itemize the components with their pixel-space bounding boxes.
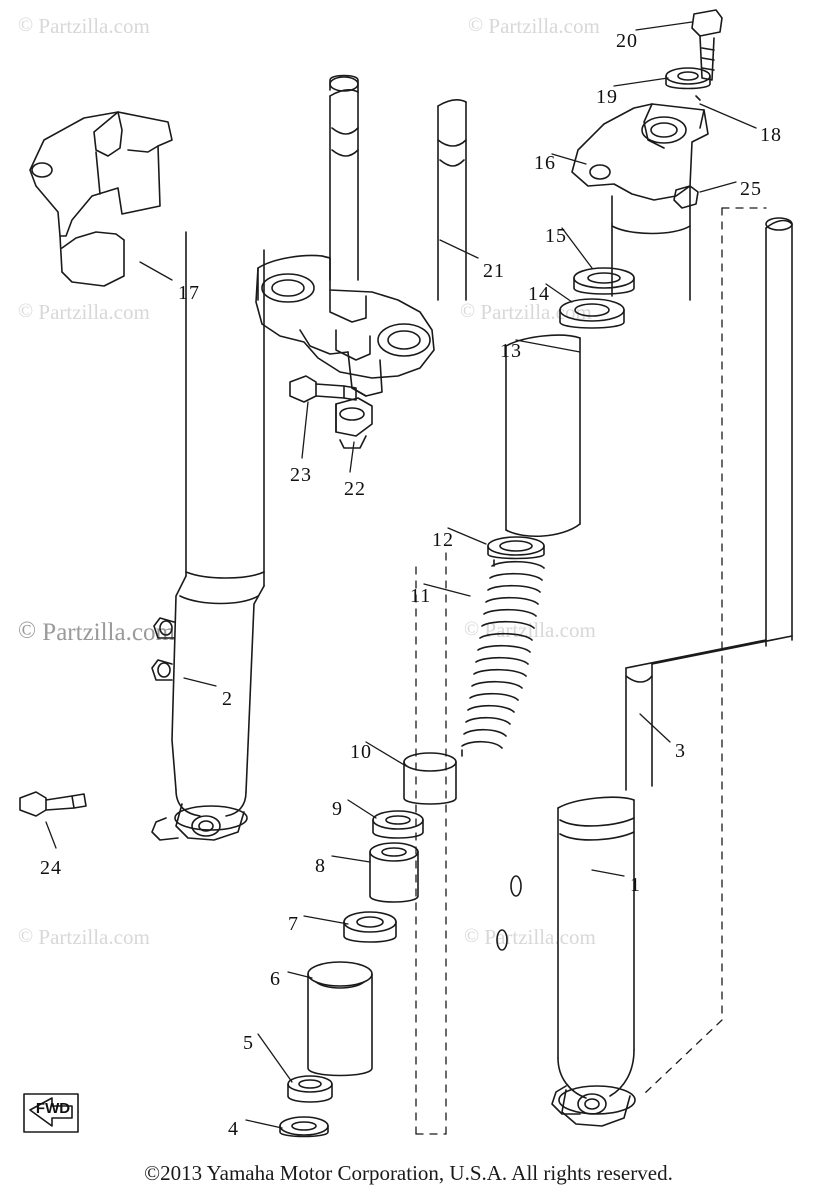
part-18-leader-pointer	[696, 96, 700, 100]
callout-number-15[interactable]: 15	[545, 225, 567, 247]
callout-number-10[interactable]: 10	[350, 741, 372, 763]
part-2-outer-tube-left	[152, 232, 264, 840]
watermark: © Partzilla.com	[18, 300, 150, 324]
part-1-outer-tube-right-assembly	[497, 797, 635, 1126]
callout-number-25[interactable]: 25	[740, 178, 762, 200]
callout-number-9[interactable]: 9	[332, 798, 343, 820]
watermark-text: Partzilla.com	[38, 300, 150, 324]
part-13-outer-tube-right	[506, 335, 580, 536]
watermark-text: Partzilla.com	[42, 619, 175, 646]
callout-leader-lines	[46, 22, 766, 1134]
callout-number-17[interactable]: 17	[178, 282, 200, 304]
part-3-inner-tube-right-assembly	[626, 218, 792, 790]
watermark: © Partzilla.com	[18, 925, 150, 949]
part-7-oil-lock-piece	[344, 912, 396, 942]
callout-number-21[interactable]: 21	[483, 260, 505, 282]
callout-number-12[interactable]: 12	[432, 529, 454, 551]
callout-number-23[interactable]: 23	[290, 464, 312, 486]
callout-number-22[interactable]: 22	[344, 478, 366, 500]
watermark: © Partzilla.com	[18, 14, 150, 38]
watermark-text: Partzilla.com	[484, 925, 596, 949]
callout-number-8[interactable]: 8	[315, 855, 326, 877]
part-24-bolt-left	[20, 792, 86, 816]
part-20-bolt-top	[692, 10, 722, 80]
watermark-text: Partzilla.com	[38, 14, 150, 38]
callout-number-4[interactable]: 4	[228, 1118, 239, 1140]
part-15-seal-washer	[574, 268, 634, 294]
callout-number-7[interactable]: 7	[288, 913, 299, 935]
callout-number-19[interactable]: 19	[596, 86, 618, 108]
callout-number-6[interactable]: 6	[270, 968, 281, 990]
watermark: © Partzilla.com	[460, 300, 592, 324]
callout-number-5[interactable]: 5	[243, 1032, 254, 1054]
callout-number-1[interactable]: 1	[630, 874, 641, 896]
watermark-text: Partzilla.com	[480, 300, 592, 324]
callout-number-16[interactable]: 16	[534, 152, 556, 174]
watermark: © Partzilla.com	[18, 618, 175, 646]
part-10-spring-seat	[404, 753, 456, 804]
callout-number-20[interactable]: 20	[616, 30, 638, 52]
callout-number-3[interactable]: 3	[675, 740, 686, 762]
watermark: © Partzilla.com	[464, 618, 596, 642]
part-5-seal-ring	[288, 1076, 332, 1102]
part-11-fork-spring	[462, 560, 544, 756]
watermark-text: Partzilla.com	[488, 14, 600, 38]
watermark-text: Partzilla.com	[484, 618, 596, 642]
watermark: © Partzilla.com	[468, 14, 600, 38]
part-14-dust-seal	[560, 299, 624, 328]
callout-number-14[interactable]: 14	[528, 283, 550, 305]
callout-number-2[interactable]: 2	[222, 688, 233, 710]
callout-number-18[interactable]: 18	[760, 124, 782, 146]
part-21-inner-tube-right	[438, 100, 466, 300]
part-8-piston-ring-holder	[370, 843, 418, 902]
part-12-oil-seal	[488, 537, 544, 559]
part-crown-bracket	[256, 256, 434, 397]
copyright-footer: ©2013 Yamaha Motor Corporation, U.S.A. All rights reserved.	[144, 1161, 673, 1185]
callout-number-11[interactable]: 11	[410, 585, 432, 607]
part-23-bolt-center	[290, 376, 356, 402]
part-21b-inner-tube-left	[330, 76, 358, 281]
fwd-label: FWD	[35, 1100, 71, 1117]
part-22-clamp-bolt-plate	[336, 398, 372, 448]
watermark-text: Partzilla.com	[38, 925, 150, 949]
part-17-fork-cover	[30, 112, 172, 286]
part-4-washer-bottom	[280, 1117, 328, 1137]
part-6-damper-rod-cylinder	[308, 962, 372, 1076]
watermark: © Partzilla.com	[464, 925, 596, 949]
part-16-fork-bracket-right	[572, 104, 708, 300]
callout-number-13[interactable]: 13	[500, 340, 522, 362]
callout-number-24[interactable]: 24	[40, 857, 62, 879]
